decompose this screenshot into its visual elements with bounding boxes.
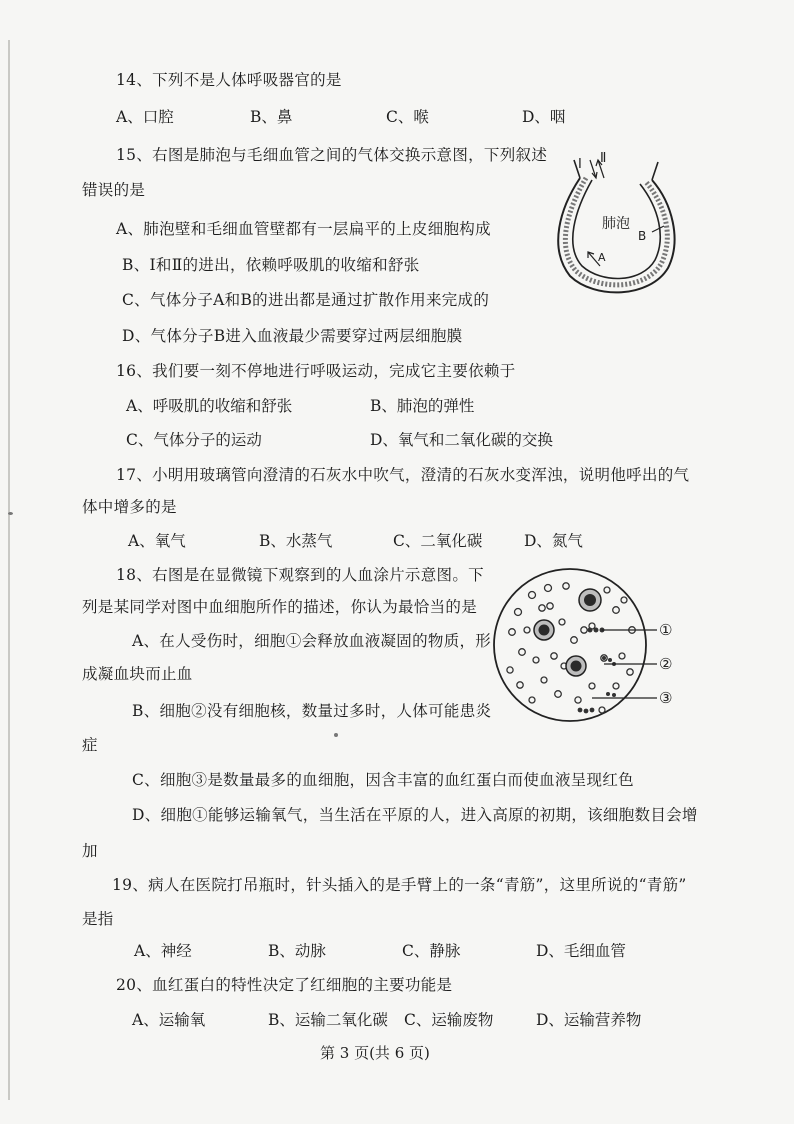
blood-smear-diagram <box>492 560 702 740</box>
q18-option-b-line2: 症 <box>82 736 98 754</box>
q16-option-c: C、气体分子的运动 <box>126 431 262 449</box>
q19-option-d: D、毛细血管 <box>536 942 626 960</box>
q18-stem-line1: 18、右图是在显微镜下观察到的人血涂片示意图。下 <box>116 566 484 584</box>
q19-option-b: B、动脉 <box>268 942 326 960</box>
label-alveolus: 肺泡 <box>602 216 630 232</box>
q18-option-c: C、细胞③是数量最多的血细胞，因含丰富的血红蛋白而使血液呈现红色 <box>132 771 634 789</box>
q18-option-b-line1: B、细胞②没有细胞核，数量过多时，人体可能患炎 <box>132 702 492 720</box>
q17-option-b: B、水蒸气 <box>259 532 333 550</box>
q19-stem-line2: 是指 <box>82 910 114 928</box>
q14-stem: 14、下列不是人体呼吸器官的是 <box>116 71 342 89</box>
q14-option-d: D、咽 <box>522 108 566 126</box>
q17-stem-line1: 17、小明用玻璃管向澄清的石灰水中吹气，澄清的石灰水变浑浊，说明他呼出的气 <box>116 466 690 484</box>
scan-speck <box>334 733 338 737</box>
q15-stem-line2: 错误的是 <box>82 181 146 199</box>
arrow-I <box>590 160 596 178</box>
label-B: B <box>638 229 647 243</box>
q18-stem-line2: 列是某同学对图中血细胞所作的描述，你认为最恰当的是 <box>82 598 478 616</box>
q16-option-d: D、氧气和二氧化碳的交换 <box>370 431 553 449</box>
q15-option-c: C、气体分子A和B的进出都是通过扩散作用来完成的 <box>122 291 490 309</box>
label-II: Ⅱ <box>600 151 607 166</box>
label-2: ② <box>659 655 673 673</box>
q14-option-a: A、口腔 <box>116 108 174 126</box>
q18-option-a-line1: A、在人受伤时，细胞①会释放血液凝固的物质，形 <box>132 632 492 650</box>
q17-option-c: C、二氧化碳 <box>393 532 483 550</box>
q20-option-b: B、运输二氧化碳 <box>268 1011 388 1029</box>
q20-option-a: A、运输氧 <box>132 1011 206 1029</box>
q19-stem-line1: 19、病人在医院打吊瓶时，针头插入的是手臂上的一条“青筋”，这里所说的“青筋” <box>112 876 687 894</box>
q18-option-d-line2: 加 <box>82 842 98 860</box>
label-3: ③ <box>659 689 673 707</box>
q15-option-d: D、气体分子B进入血液最少需要穿过两层细胞膜 <box>122 327 463 345</box>
q16-option-b: B、肺泡的弹性 <box>370 397 475 415</box>
q20-stem: 20、血红蛋白的特性决定了红细胞的主要功能是 <box>116 976 453 994</box>
page-number: 第 3 页(共 6 页) <box>320 1044 430 1062</box>
label-A: A <box>598 251 606 264</box>
q15-option-b: B、Ⅰ和Ⅱ的进出，依赖呼吸肌的收缩和舒张 <box>122 256 420 274</box>
q15-option-a: A、肺泡壁和毛细血管壁都有一层扁平的上皮细胞构成 <box>116 220 491 238</box>
label-I: I <box>578 157 582 172</box>
q19-option-a: A、神经 <box>134 942 192 960</box>
airway-right <box>652 162 658 180</box>
q17-stem-line2: 体中增多的是 <box>82 498 177 516</box>
q17-option-a: A、氧气 <box>128 532 186 550</box>
q17-option-d: D、氮气 <box>524 532 583 550</box>
q16-stem: 16、我们要一刻不停地进行呼吸运动，完成它主要依赖于 <box>116 362 516 380</box>
q14-option-c: C、喉 <box>386 108 429 126</box>
q19-option-c: C、静脉 <box>402 942 461 960</box>
scan-edge-line <box>8 40 10 1100</box>
white-blood-cells <box>534 589 601 676</box>
q15-stem-line1: 15、右图是肺泡与毛细血管之间的气体交换示意图，下列叙述 <box>116 146 548 164</box>
red-blood-cells <box>507 583 635 713</box>
arrow-B <box>652 226 664 232</box>
scan-speck <box>8 512 13 515</box>
q18-option-d-line1: D、细胞①能够运输氧气，当生活在平原的人，进入高原的初期，该细胞数目会增 <box>132 806 698 824</box>
alveolus-gas-exchange-diagram <box>540 148 690 303</box>
q16-option-a: A、呼吸肌的收缩和舒张 <box>126 397 293 415</box>
q18-option-a-line2: 成凝血块而止血 <box>82 665 193 683</box>
q14-option-b: B、鼻 <box>250 108 293 126</box>
q20-option-c: C、运输废物 <box>404 1011 494 1029</box>
q20-option-d: D、运输营养物 <box>536 1011 642 1029</box>
label-1: ① <box>659 621 673 639</box>
